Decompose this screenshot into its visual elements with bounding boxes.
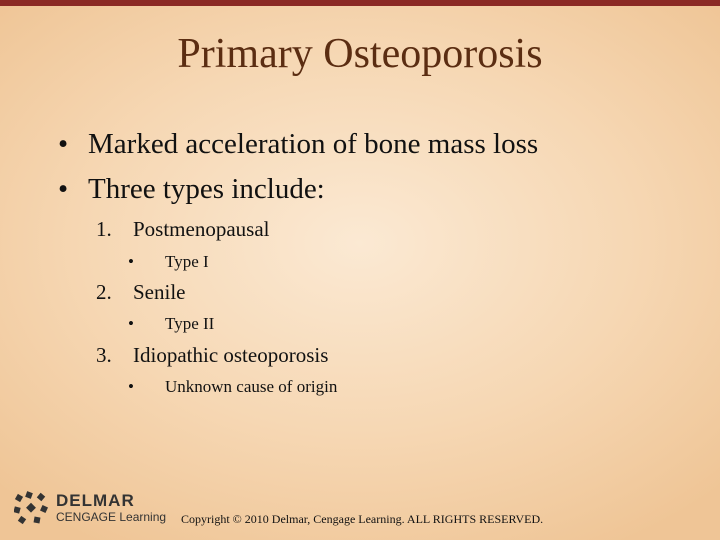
delmar-cengage-logo bbox=[14, 489, 174, 529]
sub-bullet-text: Type I bbox=[165, 252, 209, 271]
sub-bullet-item bbox=[128, 252, 209, 272]
logo-text-primary: DELMAR bbox=[56, 491, 135, 510]
logo-text-secondary: CENGAGE Learning bbox=[56, 510, 167, 524]
numbered-item bbox=[96, 343, 328, 368]
bullet-text: Three types include: bbox=[88, 173, 325, 205]
item-number: 2. bbox=[96, 280, 112, 304]
logo-mark-icon bbox=[14, 491, 50, 525]
sub-bullet-item bbox=[128, 314, 214, 334]
bullet-icon: • bbox=[128, 314, 134, 333]
top-accent-bar bbox=[0, 0, 720, 6]
bullet-item bbox=[58, 128, 538, 161]
bullet-icon: • bbox=[58, 128, 69, 160]
item-number: 3. bbox=[96, 343, 112, 367]
item-label: Senile bbox=[133, 280, 186, 304]
item-number: 1. bbox=[96, 217, 112, 241]
slide-title: Primary Osteoporosis bbox=[177, 31, 543, 77]
bullet-item bbox=[58, 173, 325, 206]
bullet-icon: • bbox=[128, 377, 134, 396]
numbered-item bbox=[96, 280, 186, 305]
item-label: Idiopathic osteoporosis bbox=[133, 343, 329, 367]
bullet-text: Marked acceleration of bone mass loss bbox=[88, 128, 539, 160]
bullet-icon: • bbox=[128, 252, 134, 271]
copyright-notice: Copyright © 2010 Delmar, Cengage Learning. ALL RIGHTS RESERVED. bbox=[181, 512, 544, 526]
bullet-icon: • bbox=[58, 173, 69, 205]
item-label: Postmenopausal bbox=[133, 217, 270, 241]
numbered-item bbox=[96, 217, 270, 242]
sub-bullet-text: Type II bbox=[165, 314, 215, 333]
sub-bullet-text: Unknown cause of origin bbox=[165, 377, 338, 396]
sub-bullet-item bbox=[128, 377, 337, 397]
